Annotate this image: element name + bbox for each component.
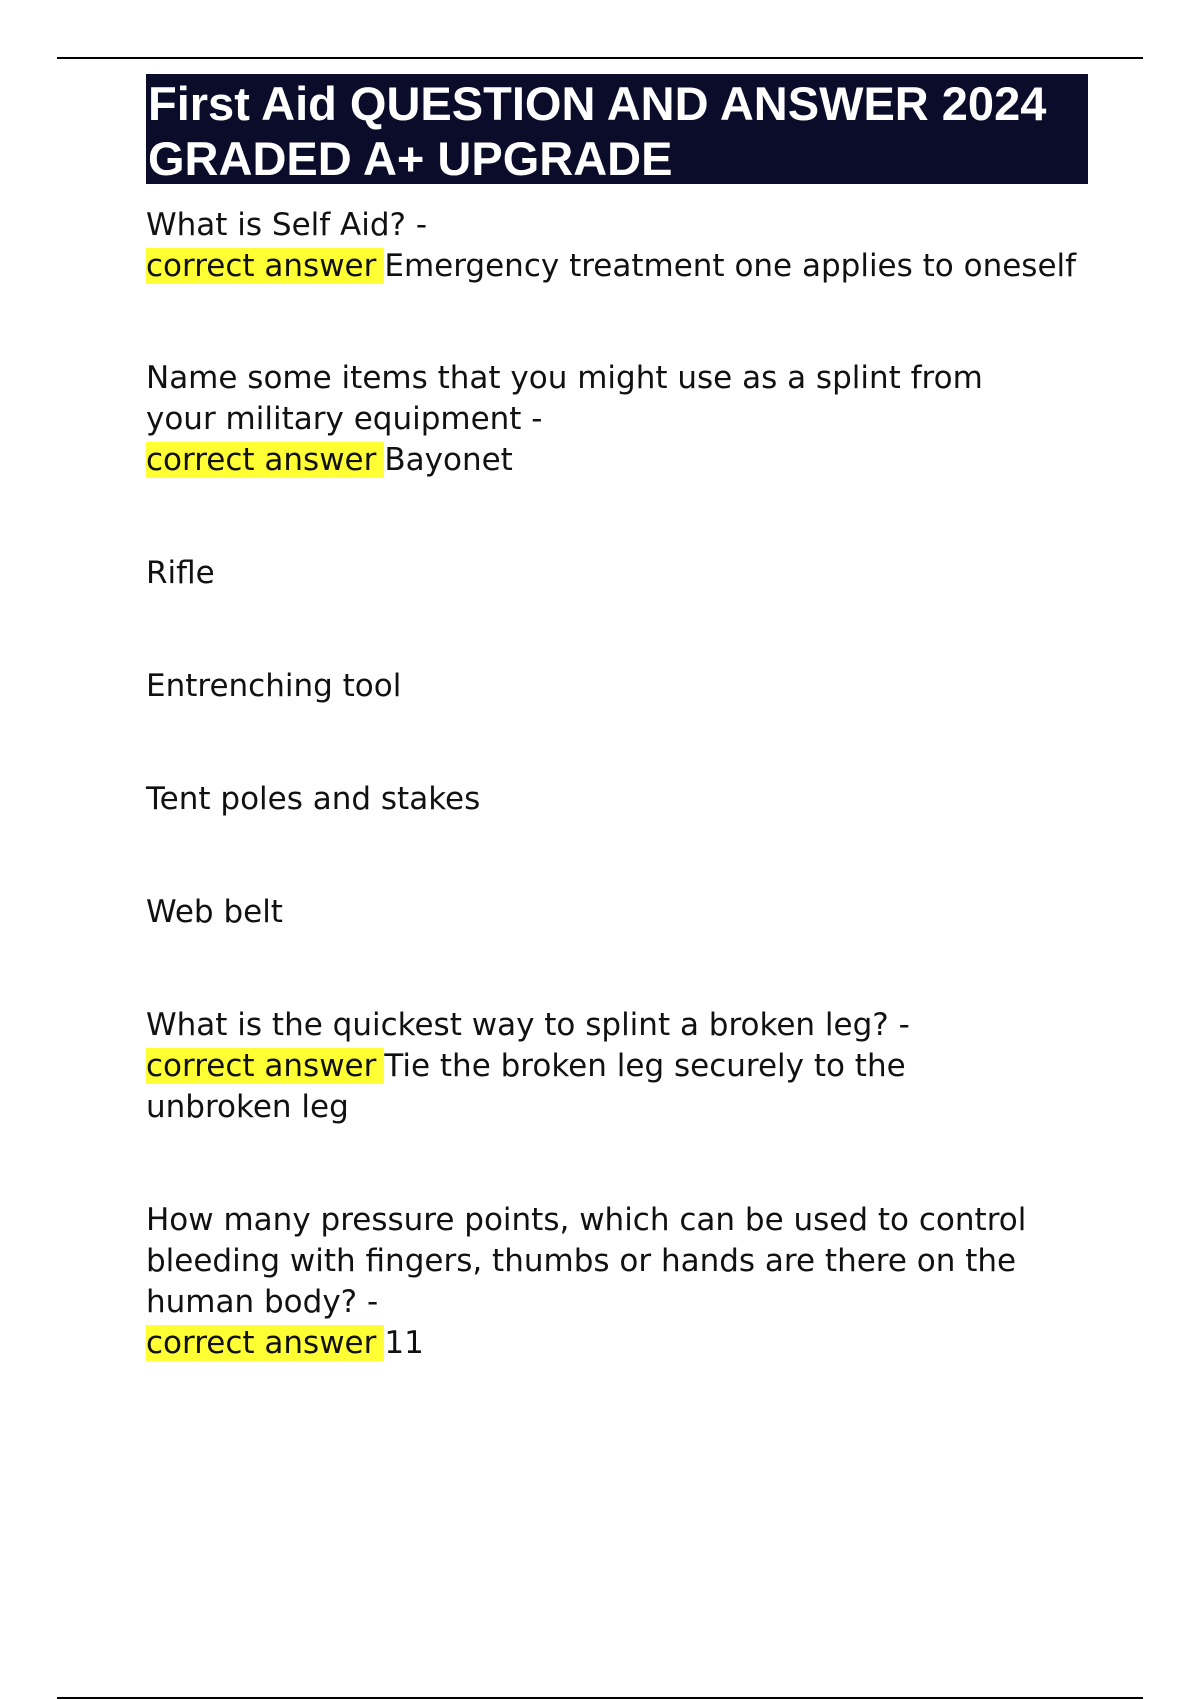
answer-line bbox=[146, 440, 1096, 481]
qa-item bbox=[146, 1200, 1096, 1364]
answer-text: Tie the broken leg securely to the unbroken leg bbox=[146, 1048, 906, 1125]
answer-text: 11 bbox=[384, 1325, 424, 1361]
title-banner bbox=[146, 74, 1088, 184]
question-text: What is the quickest way to splint a broken leg? - bbox=[146, 1007, 910, 1043]
qa-item bbox=[146, 1005, 1096, 1128]
answer-text: Bayonet bbox=[384, 442, 513, 478]
answer-extra-line: Web belt bbox=[146, 894, 283, 930]
answer-line bbox=[146, 246, 1096, 287]
correct-answer-label: correct answer bbox=[146, 1325, 384, 1361]
question-text: Name some items that you might use as a splint from your military equipment - bbox=[146, 360, 983, 437]
correct-answer-label: correct answer bbox=[146, 248, 384, 284]
bottom-rule bbox=[57, 1697, 1143, 1699]
answer-extra-line: Entrenching tool bbox=[146, 668, 402, 704]
answer-line bbox=[146, 1046, 986, 1128]
question-text: How many pressure points, which can be used to control bleeding with fingers, thumbs or hands are there on the human body? - bbox=[146, 1202, 1027, 1320]
document-title: First Aid QUESTION AND ANSWER 2024 GRADED A+ UPGRADE bbox=[148, 77, 1047, 185]
question-text: What is Self Aid? - bbox=[146, 207, 428, 243]
answer-extra-line: Tent poles and stakes bbox=[146, 781, 481, 817]
qa-item bbox=[146, 358, 1096, 933]
top-rule bbox=[57, 57, 1143, 59]
answer-extra-line: Rifle bbox=[146, 555, 215, 591]
qa-item bbox=[146, 205, 1096, 287]
qa-content bbox=[146, 205, 1096, 1364]
answer-line bbox=[146, 1323, 1096, 1364]
correct-answer-label: correct answer bbox=[146, 1048, 384, 1084]
answer-text: Emergency treatment one applies to oneself bbox=[384, 248, 1077, 284]
correct-answer-label: correct answer bbox=[146, 442, 384, 478]
